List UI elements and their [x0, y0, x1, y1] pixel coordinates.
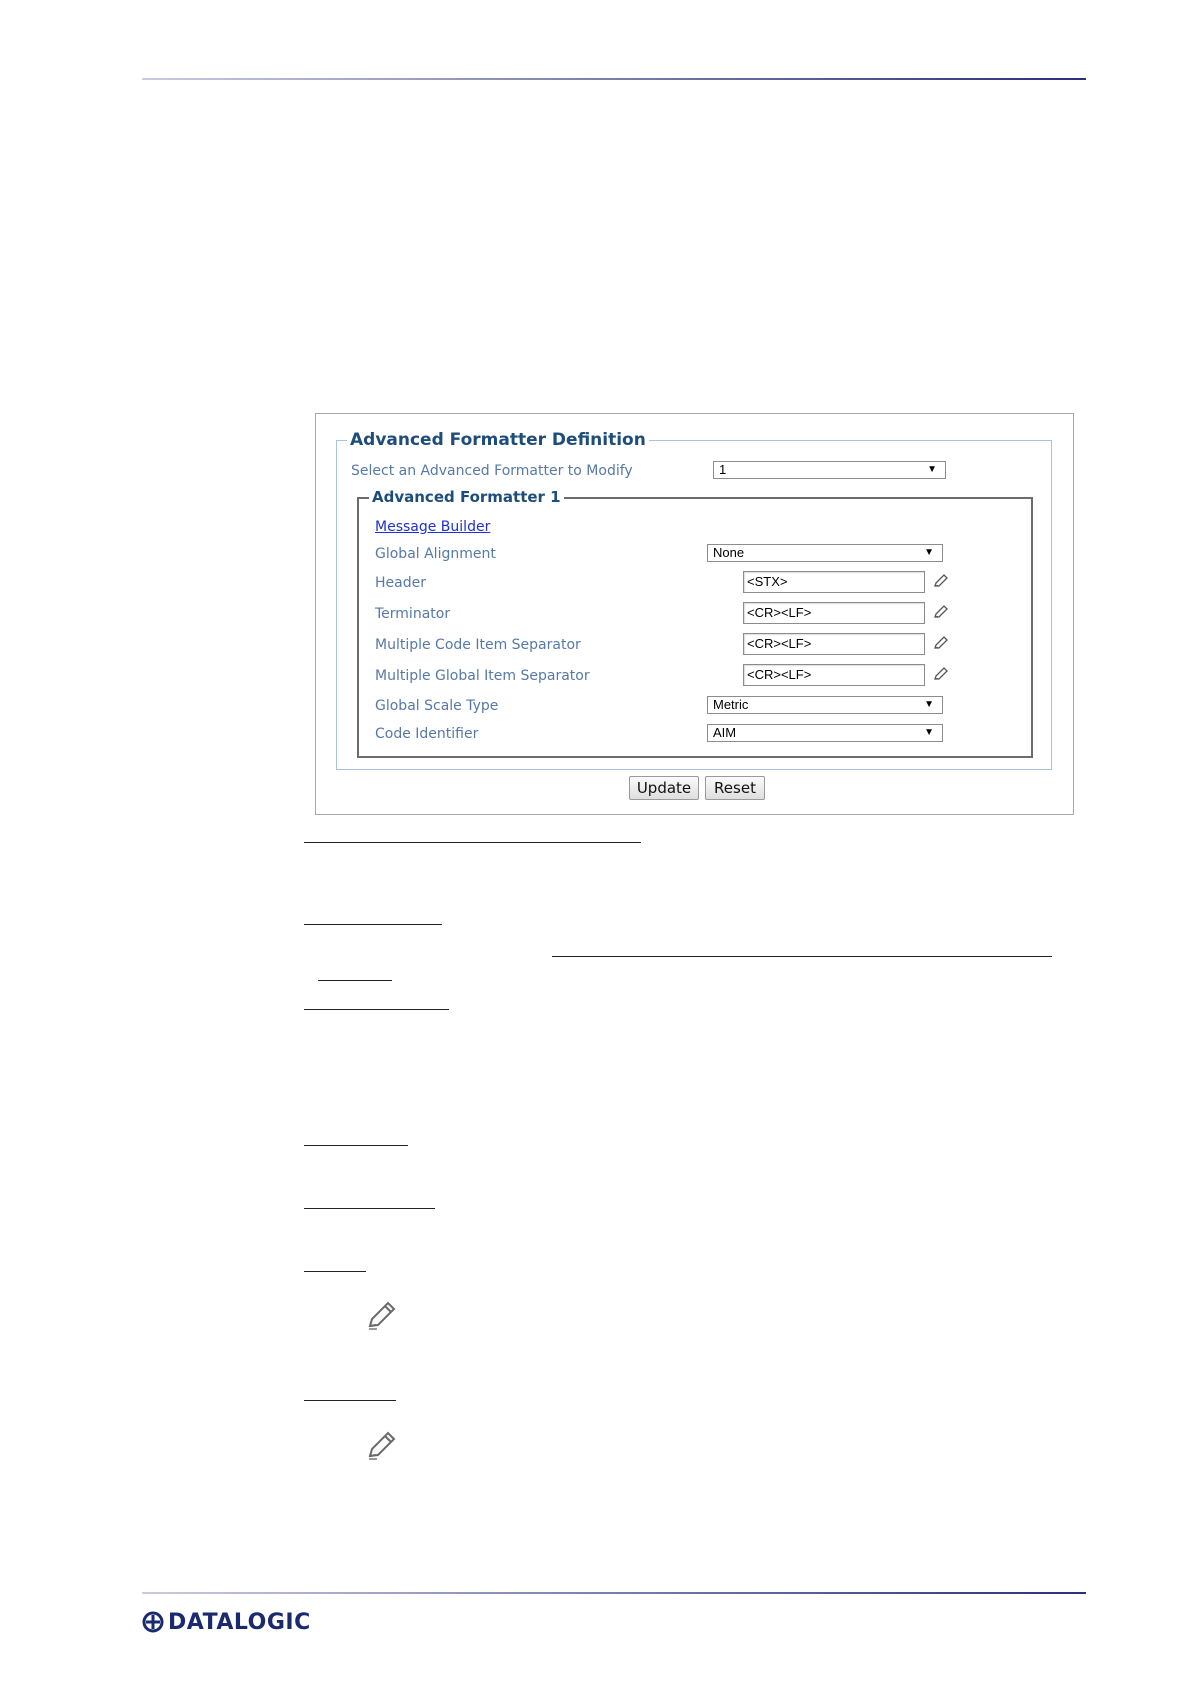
- reset-button[interactable]: Reset: [705, 776, 765, 800]
- underline-mark: [304, 1208, 435, 1209]
- underline-mark: [304, 924, 442, 925]
- pencil-icon: [364, 1298, 398, 1332]
- global-scale-type-dropdown[interactable]: [707, 696, 943, 714]
- update-button[interactable]: Update: [629, 776, 699, 800]
- dropdown-arrow-icon: ▼: [924, 727, 934, 738]
- code-identifier-value: AIM: [713, 725, 737, 740]
- global-alignment-value: None: [713, 545, 745, 560]
- datalogic-mark-icon: [142, 1611, 164, 1633]
- select-formatter-value: 1: [719, 462, 727, 477]
- global-alignment-label: Global Alignment: [375, 546, 496, 562]
- select-formatter-dropdown[interactable]: [713, 461, 946, 479]
- edit-pencil-icon[interactable]: [933, 666, 949, 682]
- header-field[interactable]: <STX>: [743, 571, 925, 593]
- multiple-global-separator-label: Multiple Global Item Separator: [375, 668, 590, 684]
- message-builder-link[interactable]: Message Builder: [375, 519, 491, 535]
- header-rule: [142, 78, 1086, 80]
- global-alignment-dropdown[interactable]: [707, 544, 943, 562]
- footer-rule: [142, 1592, 1086, 1594]
- terminator-field[interactable]: <CR><LF>: [743, 602, 925, 624]
- fieldset-title: Advanced Formatter Definition: [347, 431, 649, 449]
- dropdown-arrow-icon: ▼: [924, 699, 934, 710]
- multiple-code-separator-field[interactable]: <CR><LF>: [743, 633, 925, 655]
- underline-mark: [304, 1009, 449, 1010]
- datalogic-logo: [142, 1610, 311, 1634]
- global-scale-type-value: Metric: [713, 697, 749, 712]
- code-identifier-label: Code Identifier: [375, 726, 479, 742]
- advanced-formatter-1-fieldset: [357, 488, 1033, 758]
- logo-text: DATALOGIC: [168, 1609, 311, 1635]
- edit-pencil-icon[interactable]: [933, 604, 949, 620]
- terminator-label: Terminator: [375, 606, 451, 622]
- pencil-icon: [364, 1428, 398, 1462]
- dropdown-arrow-icon: ▼: [924, 547, 934, 558]
- formatter-screenshot: [315, 413, 1074, 815]
- edit-pencil-icon[interactable]: [933, 573, 949, 589]
- underline-mark: [318, 980, 392, 981]
- underline-mark: [304, 1400, 396, 1401]
- select-formatter-label: Select an Advanced Formatter to Modify: [351, 463, 633, 479]
- multiple-global-separator-field[interactable]: <CR><LF>: [743, 664, 925, 686]
- edit-pencil-icon[interactable]: [933, 635, 949, 651]
- multiple-code-separator-label: Multiple Code Item Separator: [375, 637, 581, 653]
- underline-mark: [304, 1271, 366, 1272]
- header-label: Header: [375, 575, 426, 591]
- global-scale-type-label: Global Scale Type: [375, 698, 499, 714]
- underline-mark: [304, 1145, 408, 1146]
- underline-mark: [304, 842, 641, 843]
- underline-mark: [552, 956, 1052, 957]
- inner-fieldset-title: Advanced Formatter 1: [369, 489, 564, 505]
- advanced-formatter-definition-fieldset: [336, 430, 1052, 770]
- dropdown-arrow-icon: ▼: [927, 464, 937, 475]
- code-identifier-dropdown[interactable]: [707, 724, 943, 742]
